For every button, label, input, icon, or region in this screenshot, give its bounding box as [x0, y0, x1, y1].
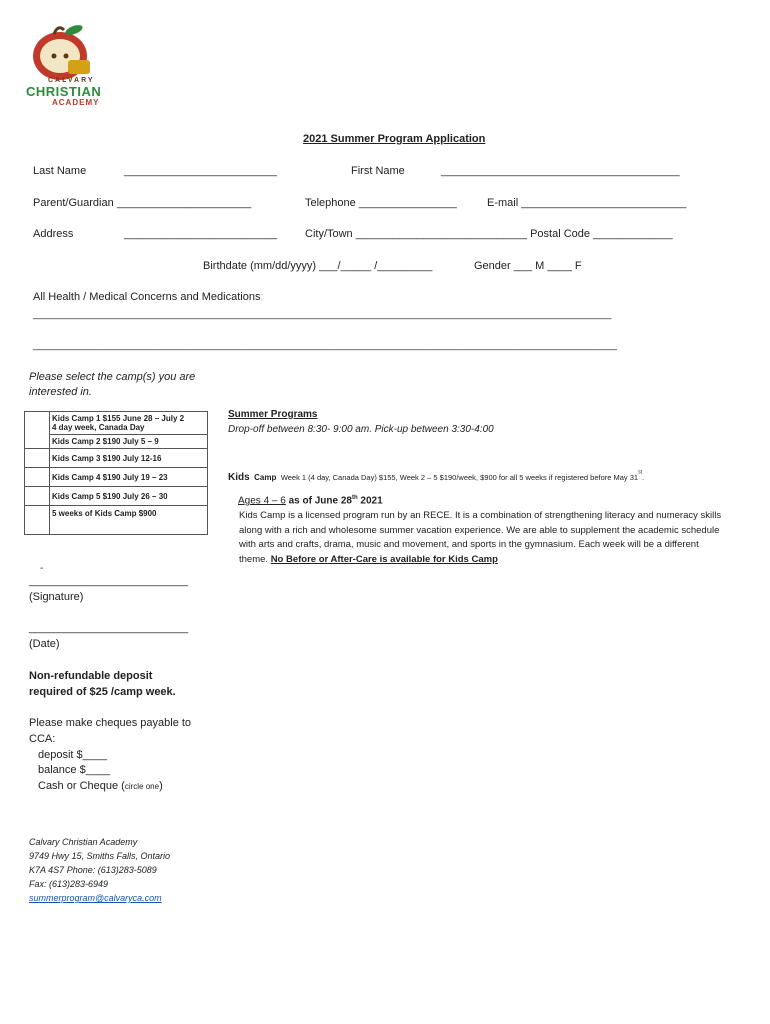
telephone-field[interactable]: Telephone ________________	[305, 197, 457, 209]
deposit-line1: Non-refundable deposit	[29, 670, 153, 682]
page-title: 2021 Summer Program Application	[303, 133, 486, 145]
health-line-2[interactable]: _________________________________________________________________________________________________________	[33, 340, 617, 351]
address-field[interactable]: _________________________	[124, 228, 277, 240]
camp-option-1-line1: Kids Camp 1 $155 June 28 – July 2	[52, 414, 185, 423]
camp-checkbox-1[interactable]	[25, 412, 50, 449]
first-name-field[interactable]: _______________________________________	[441, 165, 680, 177]
select-prompt-line2: interested in.	[29, 386, 92, 398]
parent-guardian-field[interactable]: Parent/Guardian ______________________	[33, 197, 252, 209]
date-line[interactable]: __________________________	[29, 622, 189, 634]
logo-text-calvary: CALVARY	[48, 77, 95, 84]
camp-checkbox-5[interactable]	[25, 487, 50, 506]
birthdate-field[interactable]: Birthdate (mm/dd/yyyy) ___/_____ /_________	[203, 260, 433, 272]
contact-postal-phone: K7A 4S7 Phone: (613)283-5089	[29, 865, 157, 875]
table-row	[25, 449, 208, 468]
kids-sup: st	[638, 469, 642, 476]
balance-amount-field[interactable]: balance $____	[38, 764, 111, 776]
contact-fax: Fax: (613)283-6949	[29, 879, 109, 889]
camp-checkbox-4[interactable]	[25, 468, 50, 487]
table-row	[25, 412, 208, 449]
signature-line[interactable]: __________________________	[29, 575, 189, 587]
deposit-line2: required of $25 /camp week.	[29, 686, 176, 698]
first-name-label: First Name	[351, 165, 405, 177]
deposit-amount-field[interactable]: deposit $____	[38, 749, 108, 761]
health-line-1[interactable]: ________________________________________________________________________________________________________	[33, 309, 612, 320]
payment-line1: Please make cheques payable to	[29, 717, 192, 729]
circle-one-note: circle one	[124, 782, 160, 791]
table-row	[25, 487, 208, 506]
cash-or-cheque-text: Cash or Cheque (	[38, 780, 125, 792]
city-postal-field[interactable]: City/Town ____________________________ Postal Code _____________	[305, 228, 673, 240]
last-name-field[interactable]: _________________________	[124, 165, 277, 177]
summer-programs-heading: Summer Programs	[228, 409, 318, 420]
kids-detail: Week 1 (4 day, Canada Day) $155, Week 2 – 5 $190/week, $900 for all 5 weeks if registered before May 31	[280, 473, 639, 482]
camp-checkbox-6[interactable]	[25, 506, 50, 535]
health-label-text: All Health / Medical Concerns and Medications	[33, 291, 261, 303]
table-row	[25, 506, 208, 535]
camp-option-6: 5 weeks of Kids Camp $900	[50, 506, 208, 535]
table-row	[25, 468, 208, 487]
address-label: Address	[33, 228, 74, 240]
health-colon: :	[260, 291, 264, 303]
camp-checkbox-3[interactable]	[25, 449, 50, 468]
contact-email-link[interactable]: summerprogram@calvaryca.com	[29, 893, 162, 903]
ages-range: Ages 4 – 6	[238, 495, 286, 507]
last-name-label: Last Name	[33, 165, 87, 177]
contact-address: 9749 Hwy 15, Smiths Falls, Ontario	[29, 851, 171, 861]
camp-option-2: Kids Camp 2 $190 July 5 – 9	[50, 434, 207, 446]
camp-option-5: Kids Camp 5 $190 July 26 – 30	[50, 487, 208, 506]
camp-label: Camp	[254, 473, 277, 482]
payment-line2: CCA:	[29, 733, 56, 745]
gender-field[interactable]: Gender ___ M ____ F	[474, 260, 582, 272]
camp-selection-table	[24, 411, 208, 535]
cash-or-cheque[interactable]	[38, 780, 163, 792]
program-description-text: Kids Camp is a licensed program run by an RECE. It is a combination of strengthening literacy and numeracy skills along with a rich and wholesome summer vacation experience. We are able to supplement the academic schedule with arts and crafts, drama, music and movement, and sports in the gymnasium. Each week will be a different theme.	[239, 510, 722, 565]
no-aftercare-notice: No Before or After-Care is available for Kids Camp	[270, 553, 498, 565]
select-prompt-line1: Please select the camp(s) you are	[29, 371, 196, 383]
camp-option-3: Kids Camp 3 $190 July 12-16	[50, 449, 208, 468]
signature-dot: -	[40, 563, 44, 574]
kids-camp-pricing	[228, 467, 644, 485]
logo-text-christian: CHRISTIAN	[26, 84, 102, 99]
date-label: (Date)	[29, 638, 60, 650]
health-label	[33, 291, 264, 303]
email-field[interactable]: E-mail ___________________________	[487, 197, 687, 209]
ages-year: 2021	[360, 495, 383, 507]
camp-option-4: Kids Camp 4 $190 July 19 – 23	[50, 468, 208, 487]
camp-option-1	[50, 412, 208, 449]
cash-or-cheque-close: )	[159, 780, 163, 792]
ages-rest: as of June 28	[288, 495, 352, 507]
dropoff-text: Drop-off between 8:30- 9:00 am. Pick-up between 3:30-4:00	[228, 424, 494, 435]
kids-label: Kids	[228, 472, 250, 483]
ages-sup: th	[351, 495, 358, 501]
ages-line	[238, 495, 383, 506]
signature-label: (Signature)	[29, 591, 84, 603]
camp-option-1-line2: 4 day week, Canada Day	[52, 423, 145, 432]
program-description	[239, 509, 729, 567]
kids-end: .	[642, 473, 645, 482]
logo-text-academy: ACADEMY	[52, 98, 100, 107]
contact-name: Calvary Christian Academy	[29, 837, 138, 847]
